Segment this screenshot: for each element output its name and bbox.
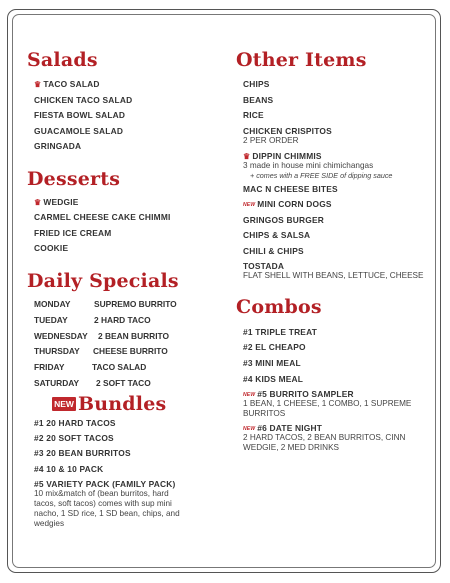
combo-description: BURRITOS: [243, 409, 286, 418]
other-items-title: Other Items: [236, 49, 367, 71]
dessert-item-label: WEDGIE: [43, 197, 79, 207]
salad-item: CHICKEN TACO SALAD: [34, 95, 133, 105]
desserts-title: Desserts: [27, 168, 121, 190]
combo-description: 1 BEAN, 1 CHEESE, 1 COMBO, 1 SUPREME: [243, 399, 412, 408]
other-item-sub: 3 made in house mini chimichangas: [243, 161, 374, 170]
new-badge: NEW: [243, 201, 256, 208]
dessert-item: FRIED ICE CREAM: [34, 228, 112, 238]
special-item: SUPREMO BURRITO: [94, 299, 177, 309]
new-badge: NEW: [243, 425, 256, 432]
other-item: TOSTADA: [243, 261, 285, 271]
other-item: GRINGOS BURGER: [243, 215, 324, 225]
salads-title: Salads: [27, 49, 98, 71]
salad-item: FIESTA BOWL SALAD: [34, 110, 126, 120]
bundle-item: #1 20 HARD TACOS: [34, 418, 116, 428]
combo-item: #3 MINI MEAL: [243, 358, 301, 368]
salad-item: GRINGADA: [34, 141, 82, 151]
special-item: 2 BEAN BURRITO: [98, 331, 170, 341]
dessert-item: COOKIE: [34, 243, 69, 253]
other-item: [243, 151, 322, 161]
other-item: CHIPS: [243, 79, 270, 89]
bundle-description: wedgies: [34, 519, 65, 528]
other-item-label: DIPPIN CHIMMIS: [252, 151, 322, 161]
special-day: WEDNESDAY: [34, 331, 88, 341]
combo-description: 2 HARD TACOS, 2 BEAN BURRITOS, CINN: [243, 433, 406, 442]
combo-item: #4 KIDS MEAL: [243, 374, 304, 384]
combo-item: [243, 423, 322, 433]
daily-specials-title: Daily Specials: [27, 270, 179, 292]
bundle-description: 10 mix&match of (bean burritos, hard: [34, 489, 169, 498]
combo-item: #2 EL CHEAPO: [243, 342, 306, 352]
other-item: CHILI & CHIPS: [243, 246, 304, 256]
bundle-item: #4 10 & 10 PACK: [34, 464, 104, 474]
special-item: CHEESE BURRITO: [93, 346, 168, 356]
other-item: MAC N CHEESE BITES: [243, 184, 338, 194]
special-item: TACO SALAD: [92, 362, 147, 372]
new-badge: NEW: [52, 397, 76, 411]
crown-icon: ♛: [34, 80, 42, 89]
combo-item-label: #5 BURRITO SAMPLER: [257, 389, 354, 399]
other-item-sub: 2 PER ORDER: [243, 136, 299, 145]
salad-item: GUACAMOLE SALAD: [34, 126, 124, 136]
bundle-item: #3 20 BEAN BURRITOS: [34, 448, 131, 458]
special-day: THURSDAY: [34, 346, 80, 356]
other-item: RICE: [243, 110, 264, 120]
other-item: BEANS: [243, 95, 274, 105]
other-item: CHIPS & SALSA: [243, 230, 311, 240]
special-day: SATURDAY: [34, 378, 80, 388]
combo-description: WEDGIE, 2 MED DRINKS: [243, 443, 339, 452]
bundle-item: #5 VARIETY PACK (FAMILY PACK): [34, 479, 176, 489]
special-item: 2 HARD TACO: [94, 315, 151, 325]
other-item: [243, 199, 332, 209]
bundle-description: nacho, 1 SD rice, 1 SD bean, chips, and: [34, 509, 180, 518]
new-badge: NEW: [243, 391, 256, 398]
other-item-label: MINI CORN DOGS: [257, 199, 332, 209]
dessert-item: [34, 197, 79, 207]
combo-item: [243, 389, 354, 399]
special-item: 2 SOFT TACO: [96, 378, 151, 388]
other-item-sub: FLAT SHELL WITH BEANS, LETTUCE, CHEESE: [243, 271, 424, 280]
special-day: TUEDAY: [34, 315, 68, 325]
bundles-title: Bundles: [78, 393, 167, 415]
bundle-description: tacos, soft tacos) comes with sup mini: [34, 499, 172, 508]
combos-title: Combos: [236, 296, 322, 318]
dessert-item: CARMEL CHEESE CAKE CHIMMI: [34, 212, 171, 222]
special-day: FRIDAY: [34, 362, 65, 372]
combo-item: #1 TRIPLE TREAT: [243, 327, 318, 337]
salad-item: [34, 79, 100, 89]
other-item: CHICKEN CRISPITOS: [243, 126, 332, 136]
crown-icon: ♛: [243, 152, 251, 161]
special-day: MONDAY: [34, 299, 71, 309]
bundle-item: #2 20 SOFT TACOS: [34, 433, 114, 443]
other-item-sub: + comes with a FREE SIDE of dipping sauce: [250, 171, 393, 180]
combo-item-label: #6 DATE NIGHT: [257, 423, 323, 433]
crown-icon: ♛: [34, 198, 42, 207]
salad-item-label: TACO SALAD: [43, 79, 100, 89]
